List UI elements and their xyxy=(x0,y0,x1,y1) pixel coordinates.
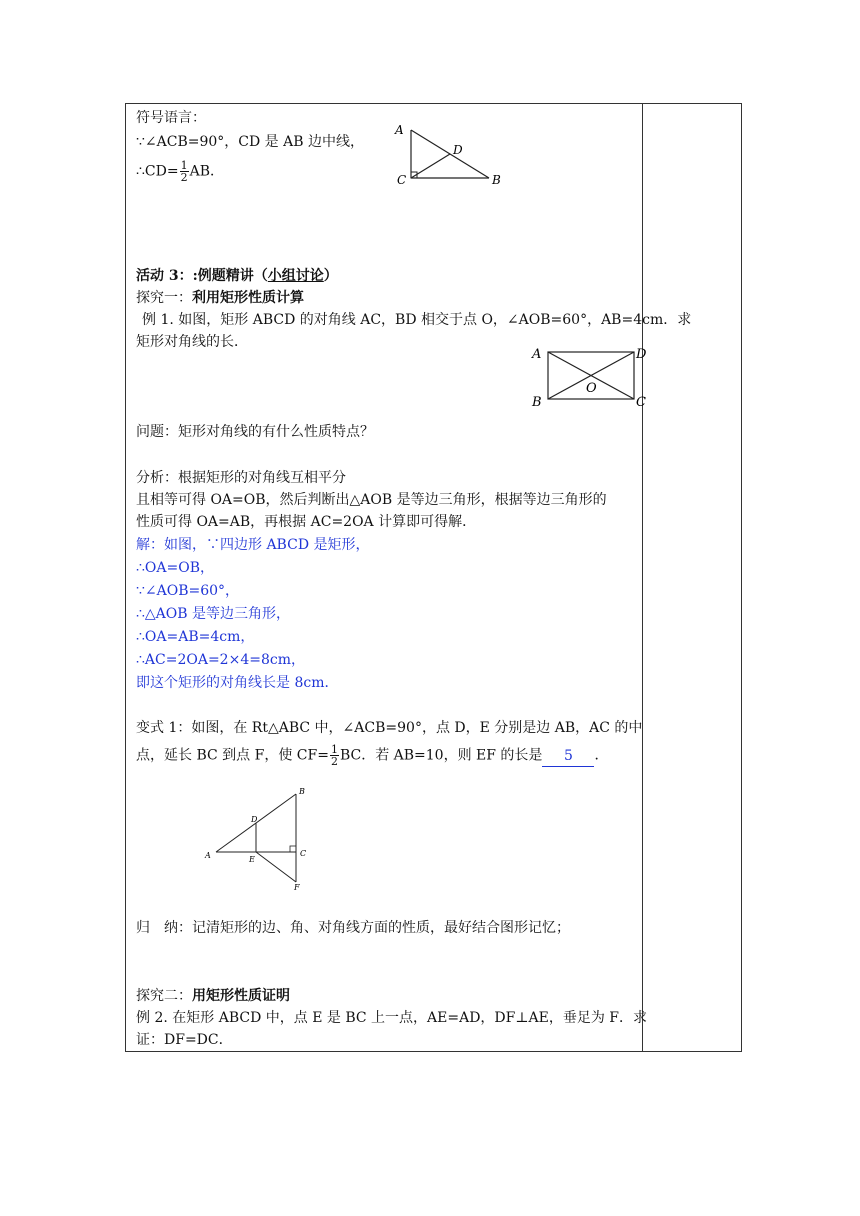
label-A: A xyxy=(395,123,404,137)
example-2-line-2: 证：DF=DC． xyxy=(136,1032,233,1048)
example-1-line-2: 矩形对角线的长． xyxy=(136,334,248,350)
activity-3-title: 活动 3：:例题精讲（小组讨论） xyxy=(136,268,338,284)
analysis-line-3: 性质可得 OA=AB，再根据 AC=2OA 计算即可得解． xyxy=(136,514,477,530)
fraction-half: $\frac{1}{2}$ xyxy=(180,159,188,184)
symbol-line-2: ∴CD= $\frac{1}{2}$ AB． xyxy=(136,159,224,184)
label-A: A xyxy=(205,851,211,860)
column-divider xyxy=(642,104,643,1051)
label-E: E xyxy=(249,855,255,864)
example-1-line-1: 例 1. 如图，矩形 ABCD 的对角线 AC，BD 相交于点 O，∠AOB=60°，AB=4cm．求 xyxy=(142,312,692,328)
content-cell xyxy=(136,104,692,1051)
label-D: D xyxy=(453,143,463,157)
fraction-half: $\frac{1}{2}$ xyxy=(330,743,338,768)
analysis-line-2: 且相等可得 OA=OB，然后判断出△AOB 是等边三角形，根据等边三角形的 xyxy=(136,492,607,508)
analysis-line-1: 分析：根据矩形的对角线互相平分 xyxy=(136,470,346,486)
summary: 归 纳：记清矩形的边、角、对角线方面的性质，最好结合图形记忆； xyxy=(136,920,570,936)
figure-variant-triangle xyxy=(202,784,322,894)
solution-line-6: ∴AC=2OA=2×4=8cm， xyxy=(136,652,305,668)
explore-1-title: 探究一：利用矩形性质计算 xyxy=(136,290,304,306)
example-2-line-1: 例 2. 在矩形 ABCD 中，点 E 是 BC 上一点，AE=AD，DF⊥AE，垂足为 F．求 xyxy=(136,1010,648,1026)
solution-line-2: ∴OA=OB， xyxy=(136,560,214,576)
solution-line-5: ∴OA=AB=4cm， xyxy=(136,629,255,645)
solution-line-1: 解：如图，∵四边形 ABCD 是矩形， xyxy=(136,537,370,553)
label-B: B xyxy=(492,173,501,187)
label-C: C xyxy=(300,849,307,858)
label-D: D xyxy=(251,815,258,824)
answer-blank: 5 xyxy=(542,746,594,767)
label-F: F xyxy=(294,883,300,892)
label-C: C xyxy=(636,395,646,410)
label-A: A xyxy=(532,347,542,362)
label-D: D xyxy=(636,347,647,362)
lesson-table xyxy=(125,103,742,1052)
label-B: B xyxy=(532,395,542,410)
solution-line-4: ∴△AOB 是等边三角形， xyxy=(136,606,290,622)
variant-1-line-1: 变式 1：如图，在 Rt△ABC 中，∠ACB=90°，点 D，E 分别是边 AB，AC 的中 xyxy=(136,720,643,736)
label-C: C xyxy=(397,173,407,187)
figure-rectangle xyxy=(528,344,648,410)
explore-2-title: 探究二：用矩形性质证明 xyxy=(136,988,290,1004)
figure-right-triangle xyxy=(391,120,511,192)
variant-1-line-2: 点，延长 BC 到点 F，使 CF= $\frac{1}{2}$ BC．若 AB=10，则 EF 的长是 5 ． xyxy=(136,743,609,768)
label-O: O xyxy=(586,381,597,396)
solution-line-3: ∵∠AOB=60°， xyxy=(136,583,240,599)
label-B: B xyxy=(299,787,305,796)
symbol-line-1: ∵∠ACB=90°，CD 是 AB 边中线， xyxy=(136,134,364,150)
solution-line-7: 即这个矩形的对角线长是 8cm． xyxy=(136,675,339,691)
symbol-language-heading: 符号语言： xyxy=(136,110,206,126)
question: 问题：矩形对角线的有什么性质特点？ xyxy=(136,424,374,440)
